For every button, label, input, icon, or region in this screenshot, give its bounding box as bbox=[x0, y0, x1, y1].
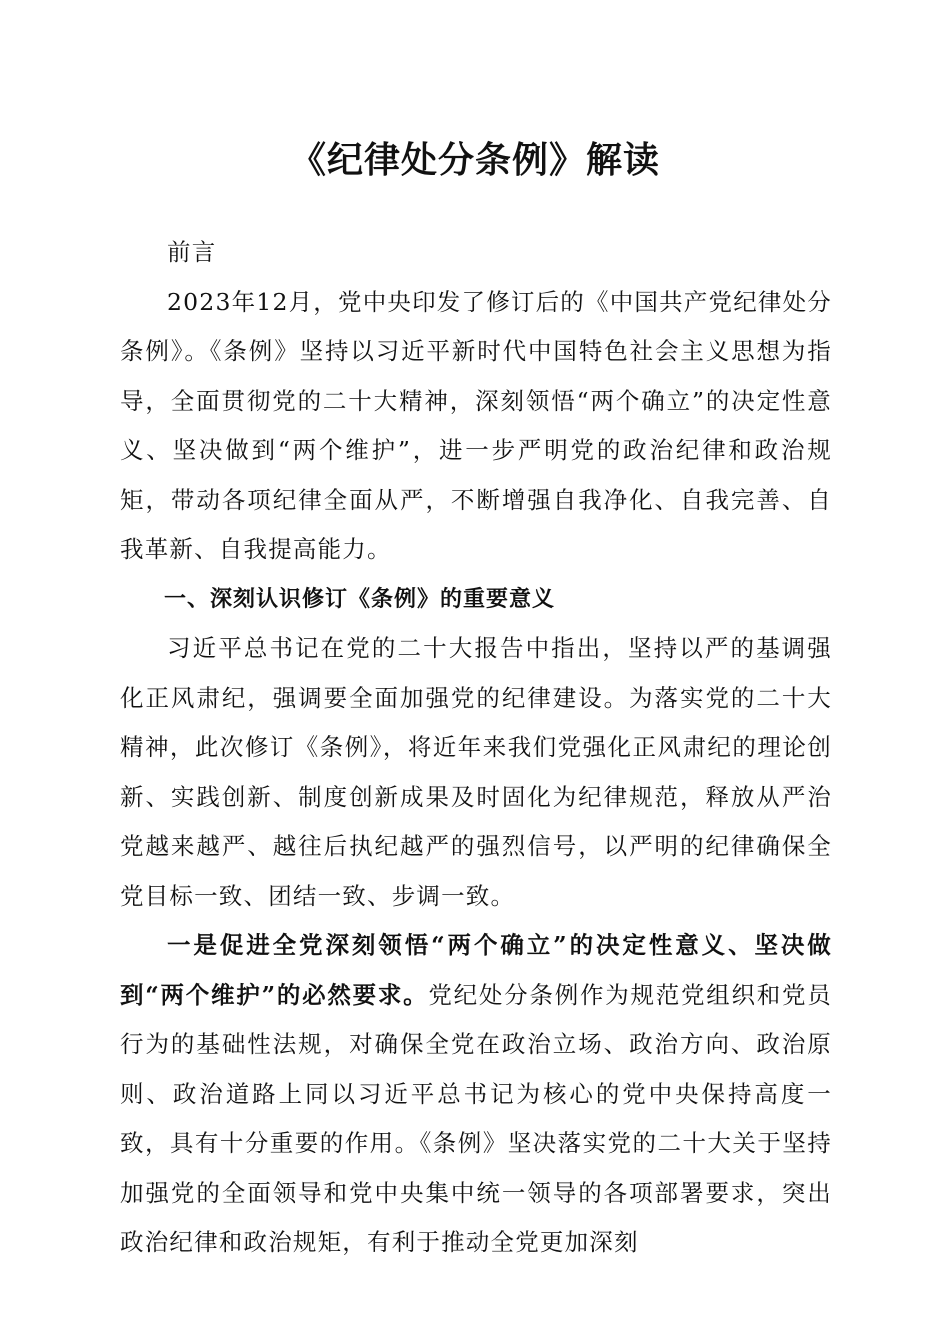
preface-label: 前言 bbox=[167, 238, 217, 266]
point-1-text: 党纪处分条例作为规范党组织和党员行为的基础性法规，对确保全党在政治立场、政治方向、政治原则、政治道路上同以习近平总书记为核心的党中央保持高度一致，具有十分重要的作用。《条例》坚决落实党的二十大关于坚持加强党的全面领导和党中央集中统一领导的各项部署要求，突出政治纪律和政治规矩，有利于推动全党更加深刻 bbox=[120, 980, 832, 1256]
document-title: 《纪律处分条例》解读 bbox=[289, 139, 660, 181]
section-1-paragraph: 习近平总书记在党的二十大报告中指出，坚持以严的基调强化正风肃纪，强调要全面加强党的纪律建设。为落实党的二十大精神，此次修订《条例》，将近年来我们党强化正风肃纪的理论创新、实践创新、制度创新成果及时固化为纪律规范，释放从严治党越来越严、越往后执纪越严的强烈信号，以严明的纪律确保全党目标一致、团结一致、步调一致。 bbox=[120, 634, 832, 910]
point-1-lead: 一是促进全党深刻领悟“两个确立”的决定性意义、坚决做到“两个维护”的必然要求。 bbox=[120, 931, 832, 1009]
intro-paragraph: 2023年12月，党中央印发了修订后的《中国共产党纪律处分条例》。《条例》坚持以习近平新时代中国特色社会主义思想为指导，全面贯彻党的二十大精神，深刻领悟“两个确立”的决定性意义、坚决做到“两个维护”，进一步严明党的政治纪律和政治规矩，带动各项纪律全面从严，不断增强自我净化、自我完善、自我革新、自我提高能力。 bbox=[120, 287, 833, 563]
section-heading-1: 一、深刻认识修订《条例》的重要意义 bbox=[164, 586, 556, 612]
document-body bbox=[120, 228, 832, 1268]
point-1-paragraph bbox=[120, 921, 832, 1268]
